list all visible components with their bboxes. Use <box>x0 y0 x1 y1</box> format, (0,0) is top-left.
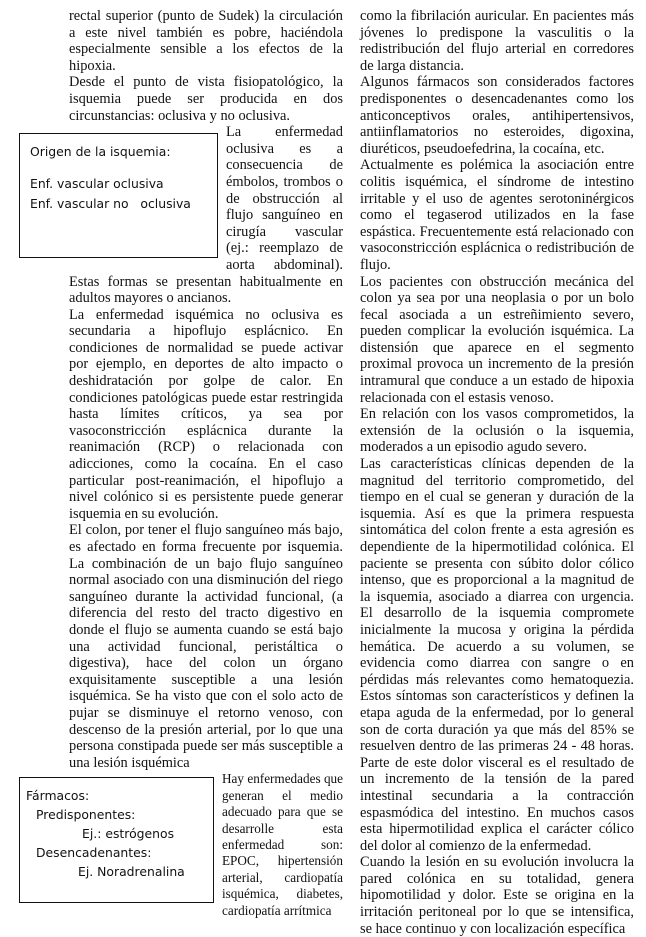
paragraph: Actualmente es polémica la asociación entre colitis isquémica, el síndrome de intestino irritable y el uso de agentes serotoninérgicos como el tegaserod utilizados en la fase espástica. Frecuentemente está relacionado con vasoconstricción esplácnica o redistribución de flujo. <box>360 157 634 273</box>
origen-isquemia-box <box>19 133 218 258</box>
paragraph: Algunos fármacos son considerados factores predisponentes o desencadenantes como los anticonceptivos orales, antihipertensivos, antiinflamatorios no esteroides, digoxina, diuréticos, pseudoefedrina, la cocaína, etc. <box>360 74 634 157</box>
right-column <box>360 8 634 937</box>
box-title: Fármacos: <box>26 788 90 804</box>
paragraph: Hay enfermedades que generan el medio adecuado para que se desarrolle esta enfermedad son: EPOC, hipertensión arterial, cardiopatía isquémica, diabetes, cardiopatía arrítmica <box>222 771 343 918</box>
paragraph: rectal superior (punto de Sudek) la circulación a este nivel también es pobre, haciéndola especialmente sensible a los efectos de la hipoxia. <box>69 8 343 74</box>
box-line: Predisponentes: <box>36 807 136 823</box>
paragraph: Desde el punto de vista fisiopatológico, la isquemia puede ser producida en dos circunstancias: oclusiva y no oclusiva. <box>69 74 343 124</box>
box-line: Enf. vascular oclusiva <box>30 176 164 192</box>
box-line: Ej.: estrógenos <box>82 826 175 842</box>
paragraph: El colon, por tener el flujo sanguíneo más bajo, es afectado en forma frecuente por isquemia. La combinación de un bajo flujo sanguíneo normal asociado con una disminución del riego sanguíneo durante la actividad funcional, (a diferencia del resto del tracto digestivo en donde el flujo se aumenta cuando se está bajo una actividad funcional, peristáltica o digestiva), hace del colon un órgano exquisitamente susceptible a una lesión isquémica. Se ha visto que con el solo acto de pujar se disminuye el retorno venoso, con descenso de la presión arterial, por lo que una persona constipada puede ser más susceptible a una lesión isquémica <box>69 522 343 771</box>
paragraph: En relación con los vasos comprometidos, la extensión de la oclusión o la isquemia, moderados a un episodio agudo severo. <box>360 406 634 456</box>
farmacos-box <box>19 777 214 903</box>
box-title: Origen de la isquemia: <box>30 144 171 160</box>
paragraph: Las características clínicas dependen de la magnitud del territorio comprometido, del tiempo en el cual se generan y duración de la isquemia. Así es que la primera respuesta sintomática del colon frente a esta agresión es dependiente de la hipermotilidad colónica. El paciente se presenta con súbito dolor cólico intenso, que es proporcional a la magnitud de la isquemia, asociado a diarrea con urgencia. El desarrollo de la isquemia compromete inicialmente la mucosa y origina la pérdida hemática. De acuerdo a su volumen, se evidencia como diarrea con sangre o en pérdidas más relevantes como hematoquezia. Estos síntomas son característicos y definen la etapa aguda de la enfermedad, por lo general son de corta duración ya que más del 85% se resuelven dentro de las primeras 24 - 48 horas. Parte de este dolor visceral es el resultado de un incremento de la tensión de la pared intestinal secundaria a la contracción espasmódica del intestino. En muchos casos esta hipermotilidad explica el carácter cólico del dolor al comienzo de la enfermedad. <box>360 456 634 854</box>
paragraph: Los pacientes con obstrucción mecánica del colon ya sea por una neoplasia o por un bolo fecal asociada a un estreñimiento severo, pueden complicar la evolución isquémica. La distensión que aparece en el segmento proximal provoca un incremento de la presión intramural que conduce a un estado de hipoxia relacionada con el estasis venoso. <box>360 273 634 406</box>
paragraph: como la fibrilación auricular. En pacientes más jóvenes lo predispone la vasculitis o la redistribución del flujo arterial en corredores de larga distancia. <box>360 8 634 74</box>
box-line: Enf. vascular no oclusiva <box>30 196 191 212</box>
paragraph: La enfermedad oclusiva es a consecuencia de émbolos, trombos o de obstrucción al flujo sanguíneo en cirugía vascular (ej.: reemplazo de aorta abdominal). Estas formas se presentan habitualmente en adultos mayores o ancianos. <box>69 124 343 307</box>
box-line: Ej. Noradrenalina <box>78 864 185 880</box>
paragraph: Cuando la lesión en su evolución involucra la pared colónica en su totalidad, genera hipomotilidad y dolor. Este se origina en la irritación peritoneal por lo que se intensifica, se hace continuo y con localización específica <box>360 854 634 937</box>
paragraph: La enfermedad isquémica no oclusiva es secundaria a hipoflujo esplácnico. En condiciones de normalidad se puede activar por ejemplo, en deportes de alto impacto o deshidratación por golpe de calor. En condiciones patológicas puede estar restringida hasta límites críticos, ya sea por vasoconstricción esplácnica durante la reanimación (RCP) o relacionada con adicciones, como la cocaína. En el caso particular post-reanimación, el hipoflujo a nivel colónico si es persistente puede generar isquemia en su evolución. <box>69 306 343 522</box>
left-column <box>26 8 343 919</box>
box-line: Desencadenantes: <box>36 845 152 861</box>
